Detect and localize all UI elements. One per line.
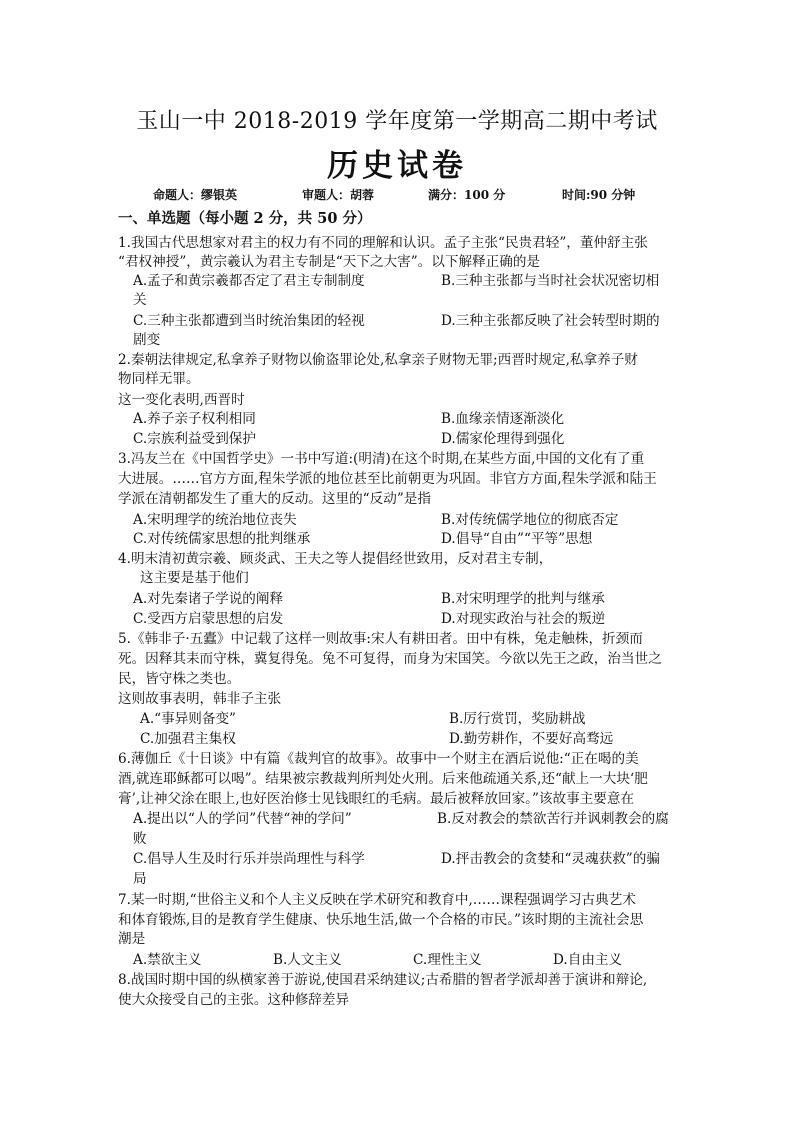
question-6-option-c: C.倡导人生及时行乐并崇尚理性与科学 bbox=[133, 851, 365, 867]
question-1-line-2: “君权神授”，黄宗羲认为君主专制是“天下之大害”。以下解释正确的是 bbox=[118, 254, 541, 270]
question-3-line-1: 3.冯友兰在《中国哲学史》一书中写道:(明清)在这个时期,在某些方面,中国的文化有了重 bbox=[118, 451, 645, 467]
question-6-option-d-cont: 局 bbox=[133, 871, 147, 887]
question-1-option-d: D.三种主张都反映了社会转型时期的 bbox=[441, 313, 660, 329]
question-1-option-d-cont: 剧变 bbox=[133, 332, 161, 348]
question-4-line-2: 这主要是基于他们 bbox=[140, 570, 249, 586]
question-1-option-b-cont: 关 bbox=[133, 292, 147, 308]
question-3-option-b: B.对传统儒学地位的彻底否定 bbox=[441, 512, 619, 528]
author-label: 命题人：缪银英 bbox=[153, 188, 238, 202]
question-7-line-3: 潮是 bbox=[118, 931, 146, 947]
question-5-option-a: A.“事异则备变” bbox=[140, 711, 237, 727]
question-1-option-c: C.三种主张都遭到当时统治集团的轻视 bbox=[133, 313, 365, 329]
question-2-line-2: 物同样无罪。 bbox=[118, 371, 200, 387]
question-4-option-b: B.对宋明理学的批判与继承 bbox=[441, 591, 605, 607]
question-3-option-a: A.宋明理学的统治地位丧失 bbox=[133, 512, 297, 528]
question-7-line-2: 和体育锻炼,目的是教育学生健康、快乐地生活,做一个合格的市民。”该时期的主流社会思 bbox=[118, 912, 644, 928]
question-3-line-2: 大进展。……官方方面,程朱学派的地位甚至比前朝更为巩固。非官方方面,程朱学派和陆王 bbox=[118, 471, 657, 487]
question-4-line-1: 4.明末清初黄宗羲、顾炎武、王夫之等人提倡经世致用，反对君主专制， bbox=[118, 551, 553, 567]
question-3-option-c: C.对传统儒家思想的批判继承 bbox=[133, 531, 311, 547]
question-4-option-a: A.对先秦诸子学说的阐释 bbox=[133, 591, 284, 607]
score-label: 满分：100 分 bbox=[428, 188, 506, 202]
question-6-option-b: B.反对教会的禁欲苦行并讽刺教会的腐 bbox=[437, 811, 669, 827]
question-5-line-2: 死。因释其耒而守株，冀复得兔。兔不可复得，而身为宋国笑。今欲以先王之政，治当世之 bbox=[118, 651, 662, 667]
exam-title: 玉山一中 2018-2019 学年度第一学期高二期中考试 bbox=[136, 109, 658, 134]
time-label: 时间:90 分钟 bbox=[562, 188, 636, 202]
question-2-option-a: A.养子亲子权利相同 bbox=[133, 411, 256, 427]
question-7-option-b: B.人文主义 bbox=[273, 952, 342, 968]
question-4-option-d: D.对现实政治与社会的叛逆 bbox=[441, 611, 606, 627]
question-6-line-1: 6.薄伽丘《十日谈》中有篇《裁判官的故事》。故事中一个财主在酒后说他:“正在喝的美 bbox=[118, 751, 639, 767]
question-5-line-1: 5.《韩非子·五蠹》中记载了这样一则故事:宋人有耕田者。田中有株，兔走触株，折颈而 bbox=[118, 631, 643, 647]
question-5-option-b: B.厉行赏罚，奖励耕战 bbox=[449, 711, 586, 727]
question-5-option-c: C.加强君主集权 bbox=[140, 731, 236, 747]
question-2-option-b: B.血缘亲情逐渐淡化 bbox=[441, 411, 565, 427]
question-1-line-1: 1.我国古代思想家对君主的权力有不同的理解和认识。孟子主张“民贵君轻”，董仲舒主张 bbox=[118, 235, 648, 251]
question-4-option-c: C.受西方启蒙思想的启发 bbox=[133, 611, 284, 627]
question-1-option-b: B.三种主张都与当时社会状况密切相 bbox=[441, 273, 660, 289]
question-6-option-a: A.提出以“人的学问”代替“神的学问” bbox=[133, 811, 352, 827]
section-heading: 一、单选题（每小题 2 分，共 50 分） bbox=[118, 210, 372, 227]
question-5-line-4: 这则故事表明，韩非子主张 bbox=[118, 691, 282, 707]
question-5-line-3: 民，皆守株之类也。 bbox=[118, 671, 241, 687]
question-5-option-d: D.勤劳耕作，不要好高骛远 bbox=[449, 731, 614, 747]
question-3-option-d: D.倡导“自由”“平等”思想 bbox=[441, 531, 593, 547]
question-8-line-1: 8.战国时期中国的纵横家善于游说,使国君采纳建议;古希腊的智者学派却善于演讲和辩论, bbox=[118, 972, 648, 988]
question-6-option-b-cont: 败 bbox=[133, 831, 147, 847]
question-2-line-3: 这一变化表明,西晋时 bbox=[118, 392, 245, 408]
question-6-line-2: 酒,就连耶稣都可以喝”。结果被宗教裁判所判处火刑。后来他疏通关系,还“献上一大块‘肥 bbox=[118, 771, 648, 787]
question-1-option-a: A.孟子和黄宗羲都否定了君主专制制度 bbox=[133, 273, 365, 289]
reviewer-label: 审题人：胡蓉 bbox=[302, 188, 375, 202]
question-7-option-d: D.自由主义 bbox=[553, 952, 623, 968]
subject-title: 历史试卷 bbox=[327, 148, 467, 184]
question-2-line-1: 2.秦朝法律规定,私拿养子财物以偷盗罪论处,私拿亲子财物无罪;西晋时规定,私拿养子财 bbox=[118, 352, 638, 368]
question-6-option-d: D.抨击教会的贪婪和“灵魂获救”的骗 bbox=[441, 851, 660, 867]
question-8-line-2: 使大众接受自己的主张。这种修辞差异 bbox=[118, 992, 350, 1008]
question-7-option-c: C.理性主义 bbox=[413, 952, 482, 968]
question-2-option-d: D.儒家伦理得到强化 bbox=[441, 431, 565, 447]
question-3-line-3: 学派在清朝都发生了重大的反动。这里的“反动”是指 bbox=[118, 491, 431, 507]
question-2-option-c: C.宗族利益受到保护 bbox=[133, 431, 256, 447]
question-7-line-1: 7.某一时期,“世俗主义和个人主义反映在学术研究和教育中,……课程强调学习古典艺术 bbox=[118, 892, 636, 908]
question-7-option-a: A.禁欲主义 bbox=[133, 952, 202, 968]
question-6-line-3: 膏’,让神父涂在眼上,也好医治修士见钱眼红的毛病。最后被释放回家。”该故事主要意在 bbox=[118, 791, 635, 807]
